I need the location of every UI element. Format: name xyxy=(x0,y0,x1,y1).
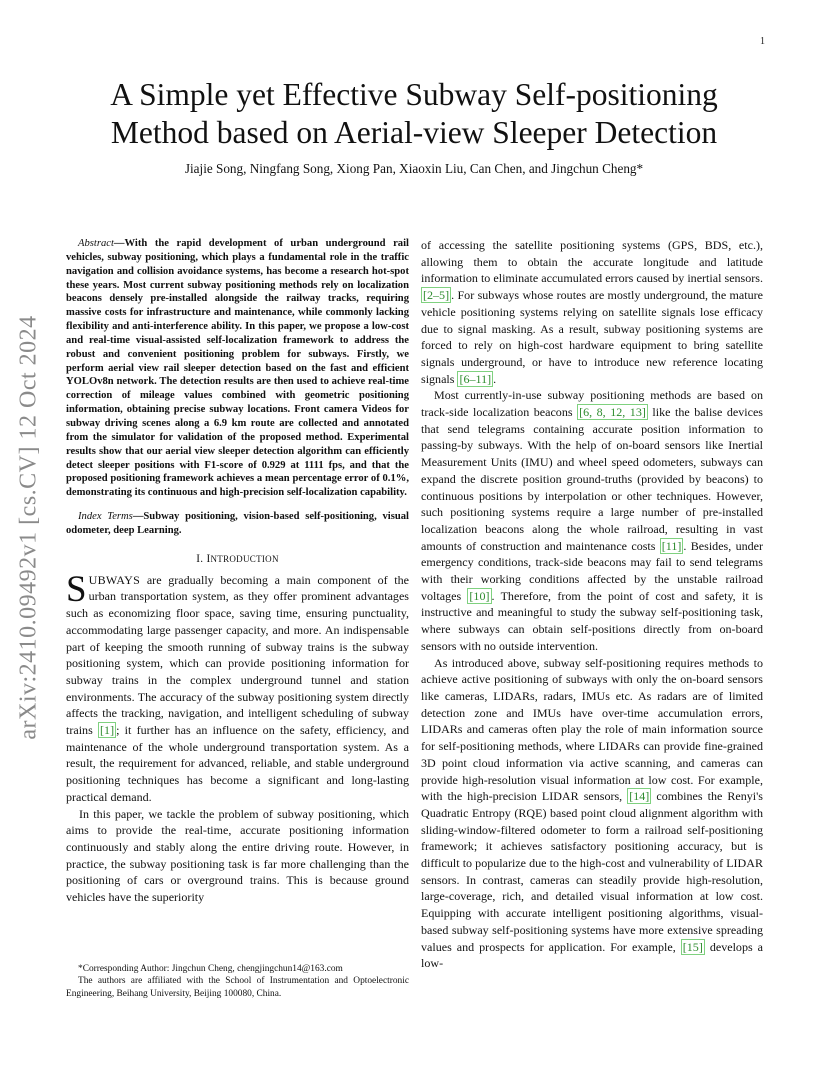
intro-p4-text-c: . Besides, under emergency conditions, track-side beacons may fail to send telegrams with their working conditions affected by the unstable railroad voltages xyxy=(421,538,764,603)
title-line-1: A Simple yet Effective Subway Self-positioning xyxy=(110,77,718,112)
drop-cap: S xyxy=(66,568,87,610)
citation-link[interactable]: [2–5] xyxy=(423,288,450,303)
intro-p5-text-a: As introduced above, subway self-positioning requires methods to achieve active positioning of subways with only the on-board sensors like cameras, LIDARs, radars, IMUs etc. As radars are of limited detection zone and IMUs have over-time accumulation errors, LIDARs and cameras often play the role of main information source for self-positioning methods, where LIDARs can provide fine-grained 3D point cloud information via active scanning, and cameras can provide high-resolution visual information at low cost. For example, with the high-precision LIDAR sensors, xyxy=(421,655,763,804)
intro-paragraph-5 xyxy=(421,655,763,972)
intro-p5-text-c: develops a low- xyxy=(421,939,763,971)
intro-p3-text-b: . For subways whose routes are mostly underground, the mature vehicle positioning systems relying on satellite signals lose efficacy due to signal masking. As a result, subway positioning systems are forced to rely on high-cost hardware equipment to bring satellite signals underground, or have to introduce new reference locating signals xyxy=(421,288,763,386)
arxiv-identifier: arXiv:2410.09492v1 [cs.CV] 12 Oct 2024 xyxy=(15,314,42,740)
arxiv-stamp xyxy=(15,287,42,767)
intro-p4-text-a: Most currently-in-use subway positioning methods are based on track-side localization beacons xyxy=(421,388,763,420)
footnote-corresponding-author: *Corresponding Author: Jingchun Cheng, chengjingchun14@163.com xyxy=(78,964,343,974)
intro-p1-text-b: ; it further has an influence on the safety, efficiency, and maintenance of the whole underground transportation system. As a result, the requirement for advanced, reliable, and stable underground positioning techniques has become a significant and long-lasting practical demand. xyxy=(66,723,410,804)
abstract-label: Abstract xyxy=(78,238,114,249)
citation-link[interactable]: [15] xyxy=(682,939,703,954)
index-terms xyxy=(66,510,409,538)
footnotes xyxy=(66,963,409,1000)
section-rest: NTRODUCTION xyxy=(210,553,279,564)
citation-link[interactable]: [11] xyxy=(661,538,682,553)
intro-p3-text-a: of accessing the satellite positioning systems (GPS, BDS, etc.), allowing them to obtain the accurate longitude and latitude information to eliminate accumulated errors caused by inertial sensors. xyxy=(421,238,763,286)
intro-paragraph-2: In this paper, we tackle the problem of subway positioning, which aims to provide the real-time, accurate positioning information continuously and stably along the entire driving route. However, in practice, the subway positioning task is far more challenging than the positioning of cars or overground trains. This is because ground vehicles have the superiority xyxy=(66,806,409,905)
intro-p4-text-d: . Therefore, from the point of cost and safety, it is instructive and meaningful to study the subway self-positioning task, where subways can obtain self-positions directly from on-board sensors with no outside intervention. xyxy=(421,588,763,653)
left-column xyxy=(66,237,409,906)
section-heading-introduction xyxy=(66,553,409,565)
page-number: 1 xyxy=(760,36,765,47)
citation-link[interactable]: [6–11] xyxy=(459,371,492,386)
citation-link[interactable]: [6, 8, 12, 13] xyxy=(579,405,646,420)
citation-link[interactable]: [14] xyxy=(629,789,650,804)
abstract xyxy=(66,237,409,500)
intro-p3-text-c: . xyxy=(493,371,497,386)
citation-link[interactable]: [10] xyxy=(469,588,490,603)
author-list: Jiajie Song, Ningfang Song, Xiong Pan, Xiaoxin Liu, Can Chen, and Jingchun Cheng* xyxy=(184,161,644,176)
index-terms-text: —Subway positioning, vision-based self-positioning, visual odometer, deep Learning. xyxy=(66,511,409,536)
title-line-2: Method based on Aerial-view Sleeper Detection xyxy=(110,115,718,150)
intro-paragraph-1 xyxy=(66,568,410,806)
footnote-affiliation: The authors are affiliated with the School of Instrumentation and Optoelectronic Engineering, Beihang University, Beijing 100080, China. xyxy=(66,976,409,999)
index-terms-label: Index Terms xyxy=(78,511,133,523)
right-column xyxy=(421,237,763,972)
intro-paragraph-3 xyxy=(421,237,763,387)
section-numeral: I. xyxy=(196,552,204,565)
abstract-text: —With the rapid development of urban underground rail vehicles, subway positioning, which plays a fundamental role in the traffic navigation and collision avoidance systems, has become a research hot-spot these years. Most current subway positioning methods rely on localization beacons densely pre-installed alongside the railway tracks, requiring massive costs for infrastructure and maintenance, while commonly lacking flexibility and anti-interference ability. In this paper, we propose a low-cost and real-time visual-assisted self-localization framework to address the robust and convenient positioning problem for subways. Firstly, we perform aerial view rail sleeper detection based on the fast and efficient YOLOv8n network. The detection results are then used to achieve real-time correction of mileage values combined with geometric positioning information, obtaining precise subway locations. Front camera Videos for subway driving scenes along a 6.9 km route are collected and annotated from the simulator for validation of the proposed method. Experimental results show that our aerial view sleeper detection algorithm can efficiently detect sleeper positions with F1-score of 0.929 at 1111 fps, and that the proposed positioning framework achieves a mean percentage error of 0.1%, demonstrating its continuous and high-precision self-localization capability. xyxy=(66,238,409,499)
intro-p1-text-a: are gradually becoming a main component of the urban transportation system, as they offer prominent advantages such as economizing floor space, saving time, ensuring punctuality, accommodating large passenger capacity, and more. An indispensable part of keeping the smooth running of subway trains is the subway positioning system, which can provide positioning information for subway trains in the complex underground tunnel and station environments. The accuracy of the subway positioning system directly affects the tracking, navigation, and intelligent scheduling of subway trains xyxy=(66,572,409,738)
paper-title xyxy=(60,76,768,152)
intro-p4-text-b: like the balise devices that send telegrams containing accurate position information to passing-by subways. With the help of on-board sensors like Inertial Measurement Units (IMU) and wheel speed odometers, subways can expand the discrete position ground-truths (provided by beacons) to continuous positions by interpolation or other techniques. However, such positioning systems require a large number of pre-installed localization beacons along the whole railroad, resulting in vast amounts of construction and maintenance costs xyxy=(421,405,763,553)
intro-paragraph-4 xyxy=(421,387,763,654)
intro-p5-text-b: combines the Renyi's Quadratic Entropy (RQE) based point cloud alignment algorithm with sliding-window-filtered odometer to form a railroad self-positioning framework; it achieves satisfactory positioning accuracy, but is difficult to popularize due to the high-cost and vulnerability of LIDAR sensors. In contrast, cameras can steadily provide high-resolution, large-coverage, rich, and detailed visual information at low cost. Equipping with accurate intelligent positioning algorithms, visual-based subway self-positioning systems have more extensive spreading values and prospects for application. For example, xyxy=(421,789,763,954)
citation-link[interactable]: [1] xyxy=(100,723,115,738)
intro-smallcaps: UBWAYS xyxy=(88,572,141,587)
section-initial: I xyxy=(206,552,211,565)
